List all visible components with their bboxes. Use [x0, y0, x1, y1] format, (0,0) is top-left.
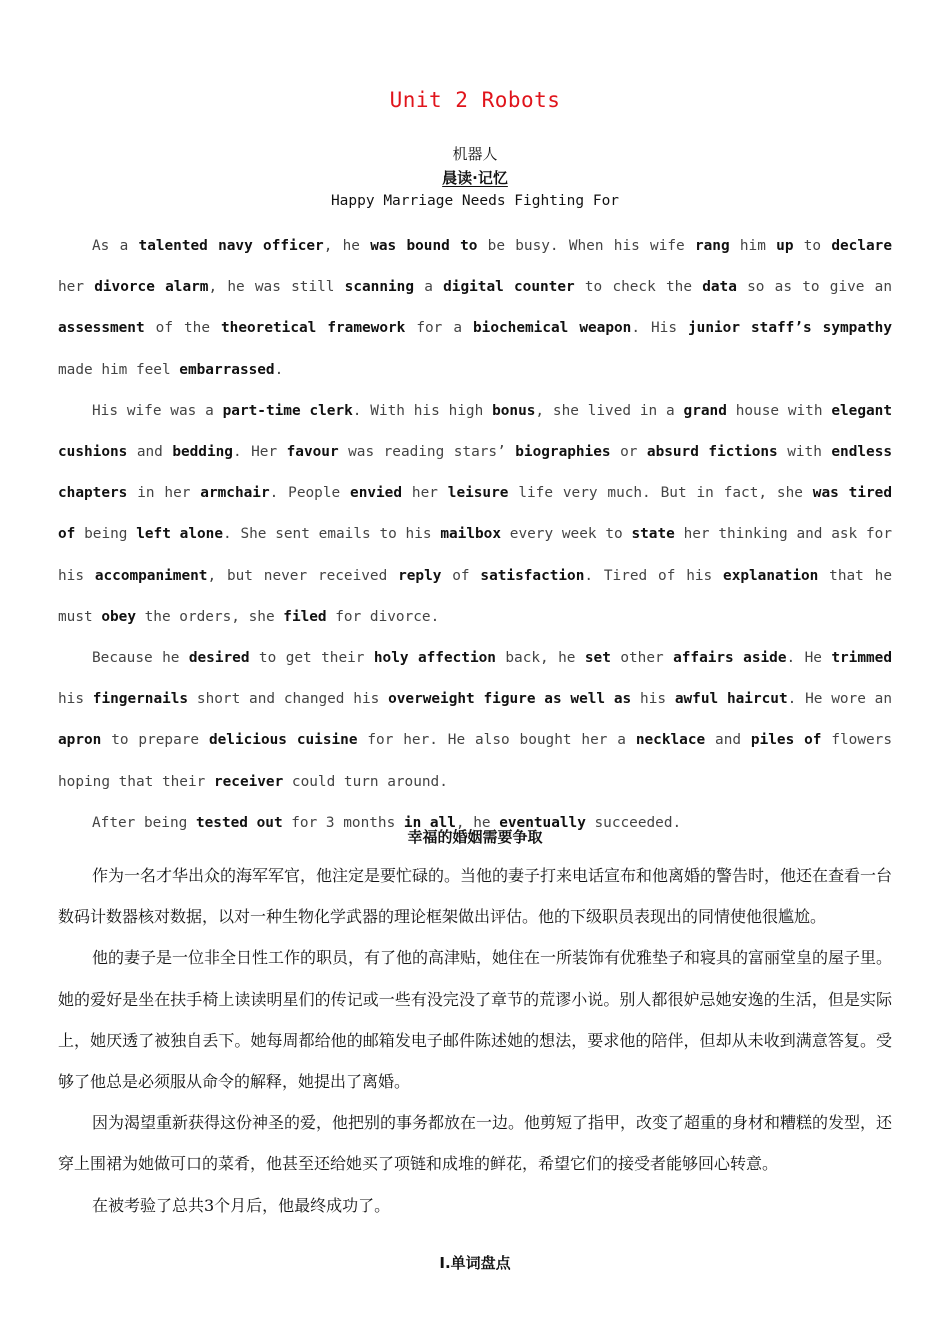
text-run: be busy. When his wife [477, 238, 695, 254]
unit-subtitle: 机器人 [452, 145, 498, 163]
text-run: After being [92, 814, 196, 831]
text-run: being [75, 526, 137, 543]
vocabulary-term: eventually [499, 814, 586, 831]
vocabulary-term: data [702, 279, 737, 296]
vocabulary-term: up [776, 238, 794, 254]
vocabulary-term: digital counter [443, 279, 575, 296]
text-run: to get their [249, 650, 374, 667]
vocabulary-term: reply [398, 567, 442, 584]
vocabulary-term: leisure [447, 485, 509, 502]
vocabulary-term: desired [188, 650, 250, 667]
text-run: for a [405, 320, 474, 337]
vocabulary-term: fingernails [92, 691, 189, 708]
vocabulary-term: mailbox [440, 526, 501, 543]
chinese-paragraph: 作为一名才华出众的海军军官，他注定是要忙碌的。当他的妻子打来电话宣布和他离婚的警告时，他还在查看一台数码计数器核对数据，以对一种生物化学武器的理论框架做出评估。他的下级职员表现出的同情使他很尴尬。 [58, 866, 893, 927]
vocabulary-term: rang [694, 238, 730, 254]
section-label-text: 晨读·记忆 [442, 169, 508, 187]
vocabulary-term: favour [286, 444, 339, 461]
vocabulary-term: armchair [200, 485, 270, 502]
vocabulary-term: bedding [172, 444, 233, 461]
text-run: for divorce. [326, 608, 440, 625]
text-run: of the [144, 320, 222, 337]
text-run: . She sent emails to his [223, 526, 441, 543]
vocabulary-term: biographies [515, 444, 611, 461]
vocabulary-term: theoretical framework [221, 320, 406, 337]
vocabulary-section-heading: I.单词盘点 [439, 1254, 511, 1272]
text-run: His wife was a [92, 402, 223, 419]
vocabulary-term: affairs aside [673, 650, 787, 667]
text-run: life very much. But in fact, she [508, 485, 813, 502]
vocabulary-term: declare [831, 238, 893, 254]
vocabulary-term: was bound to [370, 238, 478, 254]
text-run: for 3 months [282, 814, 404, 831]
text-run: her [58, 279, 95, 296]
english-paragraph [58, 226, 892, 391]
text-run: . [274, 361, 284, 378]
text-run: made him feel [58, 361, 180, 378]
chinese-article-title: 幸福的婚姻需要争取 [407, 828, 543, 846]
text-run: the orders, she [135, 608, 284, 625]
vocabulary-term: was tired of [58, 485, 892, 543]
vocabulary-term: assessment [58, 320, 145, 337]
text-run: and [127, 444, 173, 461]
vocabulary-term: delicious cuisine [208, 732, 358, 749]
text-run: , but never received [207, 567, 399, 584]
text-run: , he was still [208, 279, 345, 296]
vocabulary-term: apron [58, 732, 102, 749]
vocabulary-term: envied [350, 485, 403, 502]
vocabulary-term: tested out [195, 814, 283, 831]
text-run: and [705, 732, 751, 749]
text-run: , he [455, 814, 500, 831]
vocabulary-term: left alone [136, 526, 223, 543]
english-paragraph [58, 638, 892, 803]
vocabulary-term: junior staff’s sympathy [688, 320, 892, 337]
vocabulary-term: elegant cushions [58, 402, 893, 461]
english-article [58, 226, 892, 844]
text-run: to check the [574, 279, 703, 296]
text-run: . Tired of his [584, 567, 724, 584]
text-run: to prepare [101, 732, 209, 749]
vocabulary-term: receiver [213, 773, 284, 790]
text-run: short and changed his [188, 691, 389, 708]
text-run: her [402, 485, 448, 502]
english-article-title: Happy Marriage Needs Fighting For [330, 193, 620, 209]
text-run: for her. He also bought her a [357, 732, 636, 749]
vocabulary-term: holy affection [373, 650, 496, 667]
vocabulary-term: talented navy officer [138, 238, 324, 254]
vocabulary-term: overweight figure as well as [388, 691, 632, 708]
text-run: other [610, 650, 674, 667]
vocabulary-term: endless chapters [58, 444, 893, 502]
vocabulary-term: trimmed [831, 650, 892, 667]
text-run: . People [269, 485, 351, 502]
text-run: back, he [495, 650, 585, 667]
text-run: that he must [58, 567, 892, 625]
text-run: him [729, 238, 777, 254]
vocabulary-term: obey [101, 608, 136, 625]
vocabulary-term: bonus [492, 402, 536, 419]
text-run: could turn around. [283, 773, 448, 790]
vocabulary-term: in all [403, 814, 456, 831]
text-run: of [441, 567, 481, 584]
unit-title: Unit 2 Robots [389, 88, 561, 112]
text-run: every week to [501, 526, 632, 543]
vocabulary-term: satisfaction [480, 567, 585, 584]
vocabulary-term: filed [283, 608, 327, 625]
vocabulary-term: biochemical weapon [473, 320, 632, 337]
text-run: . With his high [352, 402, 493, 419]
text-run: Because he [92, 650, 189, 667]
chinese-article [58, 855, 892, 1226]
text-run: so as to give an [736, 279, 892, 296]
text-run: succeeded. [585, 814, 682, 831]
vocabulary-term: part-time clerk [222, 402, 353, 419]
vocabulary-term: scanning [344, 279, 414, 296]
text-run: her thinking and ask for his [58, 526, 892, 584]
text-run: was reading stars’ [338, 444, 516, 461]
text-run: . Her [232, 444, 287, 461]
vocabulary-term: grand [683, 402, 727, 419]
text-run: flowers hoping that their [58, 732, 893, 790]
text-run: , she lived in a [535, 402, 684, 419]
text-run: his [58, 691, 93, 708]
vocabulary-term: accompaniment [94, 567, 208, 584]
text-run: his [631, 691, 675, 708]
text-run: a [413, 279, 444, 296]
text-run: to [793, 238, 832, 254]
text-run: . He [786, 650, 832, 667]
vocabulary-term: explanation [723, 567, 819, 584]
vocabulary-term: absurd fictions [646, 444, 778, 461]
chinese-paragraph: 因为渴望重新获得这份神圣的爱，他把别的事务都放在一边。他剪短了指甲，改变了超重的身材和糟糕的发型，还穿上围裙为她做可口的菜肴，他甚至还给她买了项链和成堆的鲜花，希望它们的接受者能够回心转意。 [58, 1113, 893, 1174]
section-label [0, 167, 950, 188]
chinese-paragraph: 他的妻子是一位非全日性工作的职员，有了他的高津贴，她住在一所装饰有优雅垫子和寝具的富丽堂皇的屋子里。她的爱好是坐在扶手椅上读读明星们的传记或一些有没完没了章节的荒谬小说。别人都很妒忌她安逸的生活，但是实际上，她厌透了被独自丢下。她每周都给他的邮箱发电子邮件陈述她的想法，要求他的陪伴，但却从未收到满意答复。受够了他总是必须服从命令的解释，她提出了离婚。 [58, 948, 893, 1092]
vocabulary-term: set [584, 650, 611, 667]
text-run: . He wore an [787, 691, 893, 708]
text-run: or [610, 444, 647, 461]
vocabulary-term: state [631, 526, 675, 543]
vocabulary-term: embarrassed [179, 361, 275, 378]
text-run: house with [726, 402, 832, 419]
text-run: , he [323, 238, 371, 254]
vocabulary-term: divorce alarm [94, 279, 209, 296]
vocabulary-term: piles of [750, 732, 822, 749]
english-paragraph [58, 391, 892, 638]
text-run: with [777, 444, 832, 461]
vocabulary-term: awful haircut [674, 691, 788, 708]
text-run: in her [127, 485, 201, 502]
chinese-paragraph: 在被考验了总共3个月后，他最终成功了。 [92, 1195, 391, 1215]
text-run: As a [92, 238, 139, 254]
text-run: . His [631, 320, 689, 337]
vocabulary-term: necklace [635, 732, 706, 749]
